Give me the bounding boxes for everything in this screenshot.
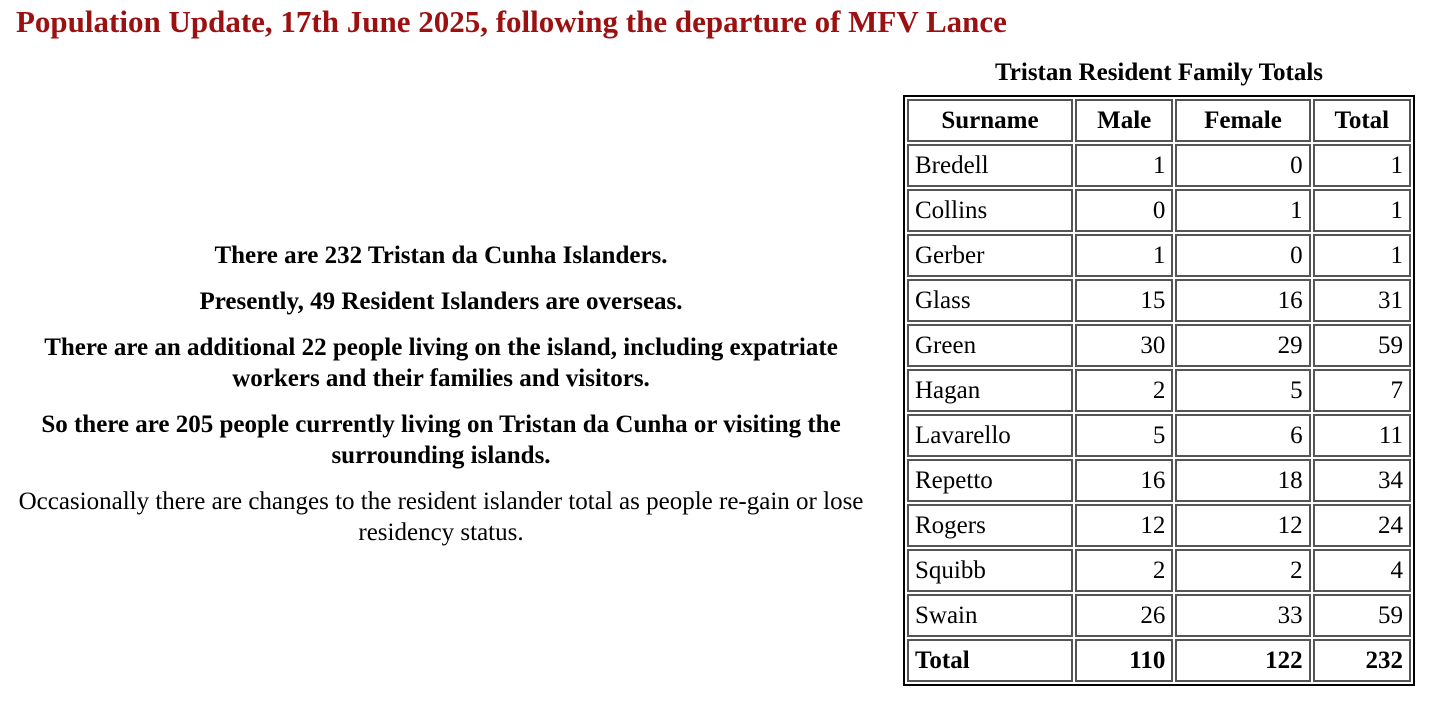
- summary-residency-note: Occasionally there are changes to the resident islander total as people re-gain or lose residency status.: [18, 488, 864, 546]
- cell-female: 0: [1175, 234, 1310, 277]
- summary-islanders-count: There are 232 Tristan da Cunha Islanders.: [214, 242, 668, 269]
- cell-male: 0: [1075, 189, 1173, 232]
- cell-total: 31: [1313, 279, 1411, 322]
- table-row: [907, 279, 1411, 322]
- cell-surname: Repetto: [907, 459, 1073, 502]
- summary-overseas-count: Presently, 49 Resident Islanders are overseas.: [199, 288, 683, 315]
- cell-surname: Bredell: [907, 144, 1073, 187]
- cell-surname: Squibb: [907, 549, 1073, 592]
- cell-female: 5: [1175, 369, 1310, 412]
- cell-total: 7: [1313, 369, 1411, 412]
- population-summary: [8, 240, 874, 563]
- cell-female: 2: [1175, 549, 1310, 592]
- table-row: [907, 594, 1411, 637]
- cell-total: 1: [1313, 144, 1411, 187]
- table-row: [907, 189, 1411, 232]
- table-row: [907, 324, 1411, 367]
- cell-surname: Collins: [907, 189, 1073, 232]
- cell-total: 59: [1313, 594, 1411, 637]
- cell-male: 2: [1075, 369, 1173, 412]
- cell-male: 2: [1075, 549, 1173, 592]
- column-header-female: Female: [1175, 99, 1310, 142]
- cell-male: 30: [1075, 324, 1173, 367]
- cell-total: 4: [1313, 549, 1411, 592]
- cell-female: 12: [1175, 504, 1310, 547]
- cell-male: 16: [1075, 459, 1173, 502]
- cell-female: 1: [1175, 189, 1310, 232]
- summary-current-total: So there are 205 people currently living on Tristan da Cunha or visiting the surrounding islands.: [41, 411, 841, 469]
- cell-male: 15: [1075, 279, 1173, 322]
- cell-female: 29: [1175, 324, 1310, 367]
- cell-total: 34: [1313, 459, 1411, 502]
- cell-total: 11: [1313, 414, 1411, 457]
- cell-male: 1: [1075, 234, 1173, 277]
- column-header-male: Male: [1075, 99, 1173, 142]
- cell-total-female: 122: [1175, 639, 1310, 682]
- cell-surname: Lavarello: [907, 414, 1073, 457]
- cell-total: 24: [1313, 504, 1411, 547]
- table-row: [907, 549, 1411, 592]
- cell-male: 5: [1075, 414, 1173, 457]
- cell-female: 33: [1175, 594, 1310, 637]
- column-header-total: Total: [1313, 99, 1411, 142]
- cell-male: 12: [1075, 504, 1173, 547]
- cell-total: 59: [1313, 324, 1411, 367]
- cell-total-label: Total: [907, 639, 1073, 682]
- cell-female: 18: [1175, 459, 1310, 502]
- cell-total: 1: [1313, 234, 1411, 277]
- table-row: [907, 144, 1411, 187]
- cell-female: 6: [1175, 414, 1310, 457]
- cell-grand-total: 232: [1313, 639, 1411, 682]
- table-caption: Tristan Resident Family Totals: [994, 59, 1324, 86]
- cell-surname: Hagan: [907, 369, 1073, 412]
- cell-female: 16: [1175, 279, 1310, 322]
- family-totals-table: [903, 95, 1415, 686]
- cell-male: 1: [1075, 144, 1173, 187]
- cell-total-male: 110: [1075, 639, 1173, 682]
- table-header-row: [907, 99, 1411, 142]
- cell-female: 0: [1175, 144, 1310, 187]
- table-row: [907, 369, 1411, 412]
- cell-surname: Green: [907, 324, 1073, 367]
- column-header-surname: Surname: [907, 99, 1073, 142]
- table-total-row: [907, 639, 1411, 682]
- page-title: Population Update, 17th June 2025, following the departure of MFV Lance: [16, 4, 1007, 39]
- table-row: [907, 459, 1411, 502]
- table-row: [907, 414, 1411, 457]
- cell-surname: Glass: [907, 279, 1073, 322]
- cell-surname: Rogers: [907, 504, 1073, 547]
- table-row: [907, 234, 1411, 277]
- summary-additional-people: There are an additional 22 people living on the island, including expatriate workers and their families and visitors.: [44, 334, 838, 392]
- cell-total: 1: [1313, 189, 1411, 232]
- table-row: [907, 504, 1411, 547]
- cell-male: 26: [1075, 594, 1173, 637]
- cell-surname: Swain: [907, 594, 1073, 637]
- cell-surname: Gerber: [907, 234, 1073, 277]
